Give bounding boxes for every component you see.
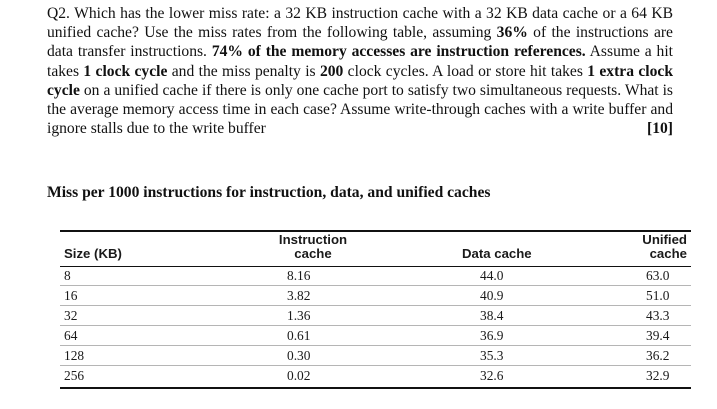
cell-unified: 36.2 <box>646 348 670 363</box>
extra-clock-cycle: 1 extra clock cycle <box>47 62 674 99</box>
header-size: Size (KB) <box>64 246 122 261</box>
cell-data: 35.3 <box>480 348 504 363</box>
cell-instruction: 8.16 <box>287 268 311 283</box>
table-bottom-rule <box>60 387 691 389</box>
question-part-5: clock cycles. A load or store hit takes <box>343 62 588 80</box>
table-row <box>60 366 691 386</box>
cell-unified: 51.0 <box>646 288 670 303</box>
cell-size: 32 <box>64 308 78 323</box>
question-part-2: of the instructions are data transfer instructions. <box>47 24 673 61</box>
table-top-rule <box>60 230 691 232</box>
instruction-reference-statement: 74% of the memory accesses are instruction references. <box>211 43 586 61</box>
cell-unified: 63.0 <box>646 268 670 283</box>
cell-size: 16 <box>64 288 78 303</box>
cell-instruction: 0.30 <box>287 348 311 363</box>
question-part-4: and the miss penalty is <box>167 62 320 80</box>
table-row <box>60 266 691 286</box>
points-label: [10] <box>647 120 673 138</box>
table-row <box>60 346 691 366</box>
cell-data: 32.6 <box>480 368 504 383</box>
cell-unified: 32.9 <box>646 368 670 383</box>
header-data-cache: Data cache <box>462 246 532 261</box>
header-instruction-cache: Instruction cache <box>278 232 348 261</box>
cell-unified: 43.3 <box>646 308 670 323</box>
table-row <box>60 326 691 346</box>
header-unified-cache: Unified cache <box>642 232 687 261</box>
cell-instruction: 1.36 <box>287 308 311 323</box>
question-text <box>47 4 673 138</box>
question-part-6: on a unified cache if there is only one cache port to satisfy two simultaneous requests. What is the average memory access time in each case? Assume write-through caches with a write buffer and ignore stalls due to the write buffer <box>47 81 673 138</box>
hit-time: 1 clock cycle <box>83 62 168 80</box>
cell-size: 8 <box>64 268 71 283</box>
miss-rate-table <box>60 230 691 392</box>
cell-instruction: 0.61 <box>287 328 311 343</box>
table-row <box>60 286 691 306</box>
cell-instruction: 0.02 <box>287 368 311 383</box>
table-row <box>60 306 691 326</box>
table-title: Miss per 1000 instructions for instruction, data, and unified caches <box>47 184 491 201</box>
cell-data: 36.9 <box>480 328 504 343</box>
question-part-3: Assume a hit takes <box>47 43 674 80</box>
cell-data: 40.9 <box>480 288 504 303</box>
cell-unified: 39.4 <box>646 328 670 343</box>
cell-size: 64 <box>64 328 78 343</box>
cell-size: 128 <box>64 348 85 363</box>
miss-penalty: 200 <box>319 62 344 80</box>
cell-data: 44.0 <box>480 268 504 283</box>
cell-size: 256 <box>64 368 85 383</box>
data-transfer-percent: 36% <box>496 24 528 42</box>
cell-data: 38.4 <box>480 308 504 323</box>
cell-instruction: 3.82 <box>287 288 311 303</box>
question-number: Q2. <box>47 5 70 22</box>
question-part-1: Which has the lower miss rate: a 32 KB instruction cache with a 32 KB data cache or a 64 KB unified cache? Use the miss rates from the following table, assuming <box>47 5 673 42</box>
